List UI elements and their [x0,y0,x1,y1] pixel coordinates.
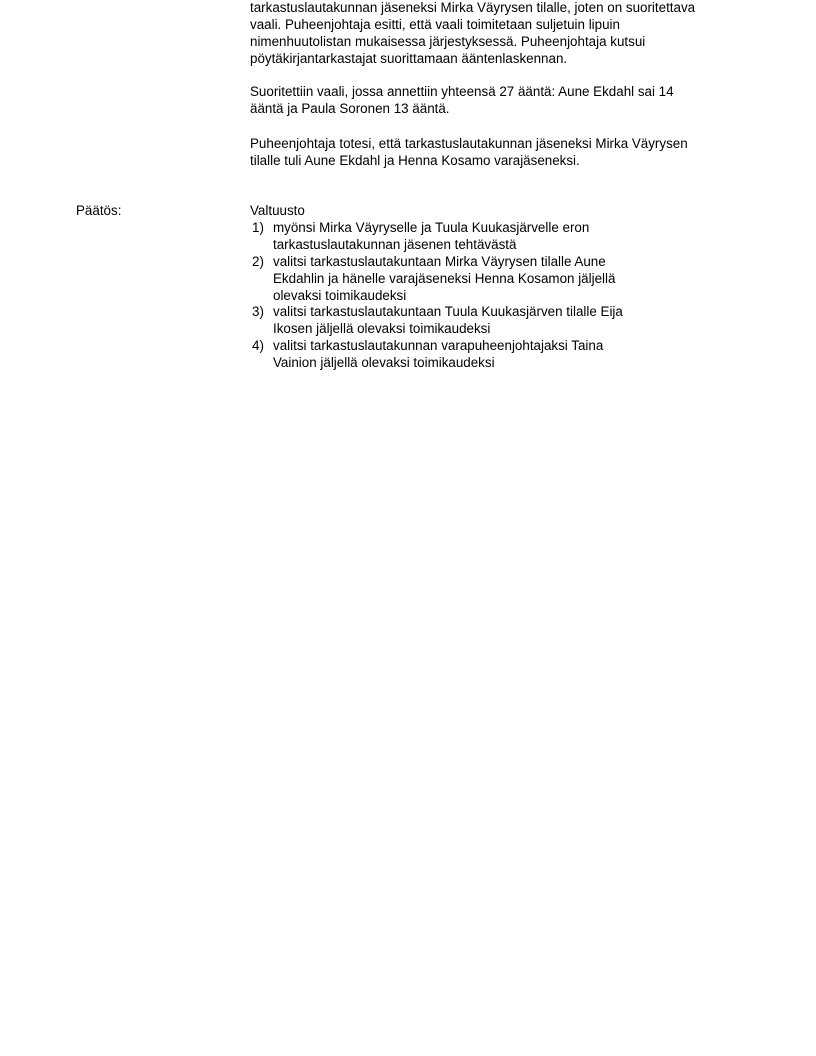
decision-item-line: myönsi Mirka Väyryselle ja Tuula Kuukasjärvelle eron [273,220,590,235]
decision-item-line: valitsi tarkastuslautakunnan varapuheenjohtajaksi Taina [273,338,604,353]
paragraph-line: nimenhuutolistan mukaisessa järjestyksessä. Puheenjohtaja kutsui [250,34,646,49]
decision-item-line: Ikosen jäljellä olevaksi toimikaudeksi [273,321,491,336]
decision-item-line: valitsi tarkastuslautakuntaan Mirka Väyrysen tilalle Aune [273,254,606,269]
paragraph-line: pöytäkirjantarkastajat suorittamaan ääntenlaskennan. [250,51,568,66]
paragraph-line: Puheenjohtaja totesi, että tarkastuslautakunnan jäseneksi Mirka Väyrysen [250,136,688,151]
paragraph-line: ääntä ja Paula Soronen 13 ääntä. [250,101,450,116]
decision-item-line: valitsi tarkastuslautakuntaan Tuula Kuukasjärven tilalle Eija [273,304,623,319]
decision-item-number: 2) [252,254,264,269]
decision-item-line: Ekdahlin ja hänelle varajäseneksi Henna Kosamon jäljellä [273,271,616,286]
decision-item-number: 1) [252,220,264,235]
paragraph-line: tilalle tuli Aune Ekdahl ja Henna Kosamo varajäseneksi. [250,153,580,168]
decision-item-line: olevaksi toimikaudeksi [273,288,407,303]
decision-intro: Valtuusto [250,203,305,218]
decision-label: Päätös: [76,203,122,218]
decision-item-line: tarkastuslautakunnan jäsenen tehtävästä [273,237,517,252]
decision-item-number: 4) [252,338,264,353]
paragraph-line: vaali. Puheenjohtaja esitti, että vaali toimitetaan suljetuin lipuin [250,17,620,32]
paragraph-line: Suoritettiin vaali, jossa annettiin yhteensä 27 ääntä: Aune Ekdahl sai 14 [250,84,674,99]
paragraph-line: tarkastuslautakunnan jäseneksi Mirka Väyrysen tilalle, joten on suoritettava [250,0,696,15]
decision-item-number: 3) [252,304,264,319]
decision-item-line: Vainion jäljellä olevaksi toimikaudeksi [273,355,495,370]
